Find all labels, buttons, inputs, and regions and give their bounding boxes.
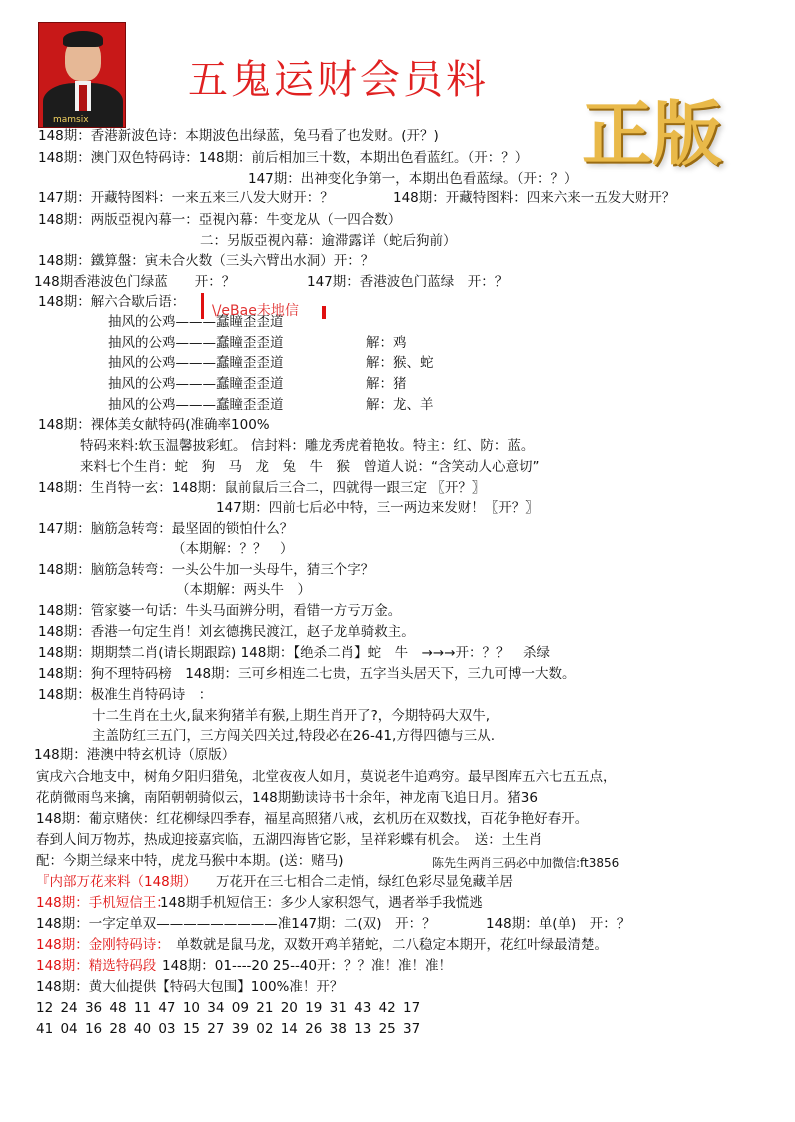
text-line: 148期：脑筋急转弯：一头公牛加一头母牛，猜三个字？ [38,562,375,578]
text-line: 148期：两版亞視內幕一：亞視內幕：牛变龙从（一四合数） [38,212,402,228]
text-line: 春到人间万物苏，热成迎接嘉宾临，五湖四海皆它影，呈祥彩蝶有机会。 送：土生肖 [36,832,543,848]
text-line: 148期：香港一句定生肖！刘玄德携民渡江，赵子龙单骑救主。 [38,624,415,640]
text-line: 148期：葡京赌侠：红花柳绿四季春，福星高照猪八戒，玄机历在双数找，百花争艳好春开。 [36,811,589,827]
text-line: 万花开在三七相合二走悄，绿红色彩尽显兔藏羊居 [216,874,513,890]
text-line: 148期：裸体美女献特码(准确率100% [38,417,270,433]
text-line: 148期手机短信王：多少人家积怨气，遇者举手我慌逃 [160,895,483,911]
text-line: 148期：极准生肖特码诗 ： [38,687,213,703]
section-label: 148期：精选特码段 [36,958,157,974]
text-line: 148期：期期禁二肖(请长期跟踪) 148期：【绝杀二肖】蛇 牛 →→→开：？？ 杀绿 [38,645,551,661]
page-title: 五鬼运财会员料 [188,57,489,103]
text-line: 来料七个生肖：蛇 狗 马 龙 兔 牛 猴 曾道人说：“含笑动人心意切” [80,459,540,475]
section-label: 『内部万花来料（148期） [36,874,197,890]
text-line: 147期：出神变化争第一，本期出色看蓝绿。（开：？） [248,171,578,187]
riddle-line: 抽风的公鸡———蠢瞳歪歪道 [108,355,284,371]
text-line: 148期：一字定单双—————————准147期：二(双) 开：？ [36,916,436,932]
text-line: 148期：开藏特图料：四来六来一五发大财开？ [393,190,676,206]
riddle-answer: 解：猪 [366,376,407,392]
red-overlay-text: \/eBae未地信 [212,303,299,319]
text-line: 寅戌六合地支中，树角夕阳归猎兔，北堂夜夜人如月，莫说老牛追鸡穷。最早图库五六七五五点， [36,769,617,785]
wechat-contact: 陈先生两肖三码必中加微信:ft3856 [432,856,620,870]
text-line: 148期：管家婆一句话：牛头马面辨分明，看错一方亏万金。 [38,603,402,619]
text-line: 148期：生肖特一玄：148期：鼠前鼠后三合二，四就得一跟三定 〖开？〗 [38,480,486,496]
text-line: 147期：香港波色门蓝绿 开：？ [307,274,509,290]
riddle-answer: 解：猴、蛇 [366,355,434,371]
section-label: 148期：手机短信王： [36,895,170,911]
text-line: 配：今期兰绿来中特，虎龙马猴中本期。(送：赌马) [36,853,344,869]
text-line: 148期：鐵算盤：寅未合火数（三头六臂出水洞）开：？ [38,253,375,269]
section-label: 148期：金刚特码诗： [36,937,170,953]
portrait-photo [38,22,126,128]
riddle-answer: 解：龙、羊 [366,397,434,413]
text-line: 147期：脑筋急转弯：最坚固的锁怕什么？ [38,521,294,537]
text-line: 148期：狗不理特码榜 148期：三可乡相连二七贵，五字当头居天下，三九可博一大数。 [38,666,576,682]
text-line: 147期：四前七后必中特，三一两边来发财！〖开？〗 [216,500,539,516]
genuine-badge: 正版 [582,93,722,175]
text-line: 特码来料:软玉温馨披彩虹。 信封料：雕龙秀虎着艳妆。特主：红、防：蓝。 [80,438,535,454]
text-line: 148期：解六合歇后语： [38,294,186,310]
text-line: 148期：单(单) 开：？ [486,916,631,932]
text-line: 花荫微雨鸟来擒，南陌朝朝骑似云，148期勤读诗书十余年，神龙南飞追日月。猪36 [36,790,538,806]
photo-watermark: mamsix [53,115,89,125]
text-line: 十二生肖在土火,鼠来狗猪羊有猴,上期生肖开了?，今期特码大双牛, [92,708,491,724]
number-row: 41 04 16 28 40 03 15 27 39 02 14 26 38 13 25 37 [36,1021,421,1037]
riddle-line: 抽风的公鸡———蠢瞳歪歪道 [108,335,284,351]
text-line: 148期：澳门双色特码诗：148期：前后相加三十数，本期出色看蓝红。（开：？） [38,150,529,166]
red-mark [322,306,326,319]
text-line: （本期解：？？ ） [172,541,294,557]
text-line: 二：另版亞視內幕：逾滞露详（蛇后狗前） [200,233,457,249]
riddle-line: 抽风的公鸡———蠢瞳歪歪道 [108,376,284,392]
riddle-line: 抽风的公鸡———蠢瞳歪歪道 [108,314,284,330]
text-line: 单数就是鼠马龙，双数开鸡羊猪蛇，二八稳定本期开，花红叶绿最清楚。 [176,937,608,953]
text-line: 148期香港波色门绿蓝 开：？ [34,274,236,290]
text-line: 148期：黄大仙提供【特码大包围】100%准！开？ [36,979,344,995]
text-line: 148期：香港新波色诗：本期波色出绿蓝，兔马看了也发财。(开？) [38,128,439,144]
number-row: 12 24 36 48 11 47 10 34 09 21 20 19 31 43 42 17 [36,1000,421,1016]
text-line: 147期：开藏特图料：一来五来三八发大财开：？ [38,190,334,206]
text-line: 148期：01----20 25--40开：？？准！准！准！ [162,958,452,974]
text-line: 主盖防红三五门，三方闯关四关过,特段必在26-41,方得四德与三从. [92,728,496,744]
text-line: （本期解：两头牛 ） [176,582,311,598]
riddle-answer: 解：鸡 [366,335,407,351]
riddle-line: 抽风的公鸡———蠢瞳歪歪道 [108,397,284,413]
text-line: 148期：港澳中特玄机诗（原版） [34,747,236,763]
